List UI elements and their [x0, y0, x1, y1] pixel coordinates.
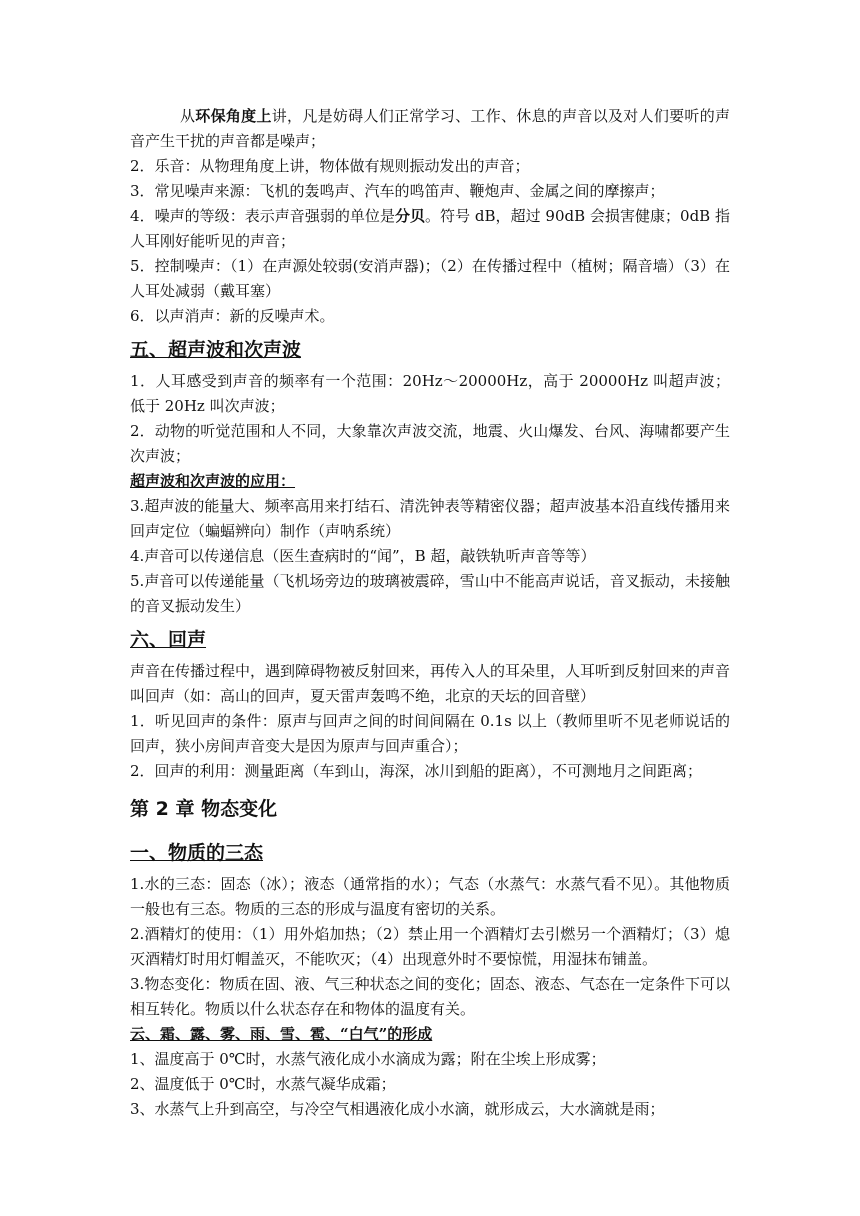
section-heading-echo: 六、回声: [130, 629, 207, 651]
section-heading-three-states: 一、物质的三态: [130, 842, 264, 864]
paragraph-animal-hearing: 2．动物的听觉范围和人不同，大象靠次声波交流，地震、火山爆发、台风、海啸都要产生次声波；: [130, 422, 730, 465]
paragraph-sound-information: 4.声音可以传递信息（医生查病时的“闻”，B 超，敲铁轨听声音等等）: [130, 547, 596, 565]
paragraph-cloud-rain: 3、水蒸气上升到高空，与冷空气相遇液化成小水滴，就形成云，大水滴就是雨；: [130, 1100, 665, 1118]
section-heading-ultrasound: 五、超声波和次声波: [130, 339, 302, 361]
bold-term-decibel: 分贝: [394, 207, 426, 225]
paragraph-noise-definition: [130, 104, 730, 154]
chapter-heading: 第 2 章 物态变化: [130, 798, 278, 820]
paragraph-frost: 2、温度低于 0℃时，水蒸气凝华成霜；: [130, 1075, 396, 1093]
document-body: [130, 104, 730, 1122]
paragraph-water-states: 1.水的三态：固态（冰）；液态（通常指的水）；气态（水蒸气：水蒸气看不见）。其他物质一般也有三态。物质的三态的形成与温度有密切的关系。: [130, 875, 730, 918]
paragraph-dew-fog: 1、温度高于 0℃时，水蒸气液化成小水滴成为露；附在尘埃上形成雾；: [130, 1050, 606, 1068]
subheading-weather-formation: 云、霜、露、雾、雨、雪、雹、“白气”的形成: [130, 1025, 433, 1043]
paragraph-frequency-range: 1．人耳感受到声音的频率有一个范围：20Hz～20000Hz，高于 20000Hz 叫超声波；低于 20Hz 叫次声波；: [130, 372, 730, 415]
paragraph-noise-level: [130, 204, 730, 254]
text-run: 从: [180, 107, 196, 125]
paragraph-echo-condition: 1．听见回声的条件：原声与回声之间的时间间隔在 0.1s 以上（教师里听不见老师说话的回声，狭小房间声音变大是因为原声与回声重合）；: [130, 712, 730, 755]
paragraph-echo-definition: 声音在传播过程中，遇到障碍物被反射回来，再传入人的耳朵里，人耳听到反射回来的声音叫回声（如：高山的回声，夏天雷声轰鸣不绝，北京的天坛的回音壁）: [130, 662, 731, 705]
bold-term-environment: 环保角度上: [195, 107, 272, 125]
text-run: 讲，凡是妨碍人们正常学习、工作、休息的声音以及对人们要听的声音产生干扰的声音都是噪声；: [130, 107, 730, 150]
paragraph-noise-sources: 3．常见噪声来源：飞机的轰鸣声、汽车的鸣笛声、鞭炮声、金属之间的摩擦声；: [130, 182, 665, 200]
paragraph-ultrasound-energy: 3.超声波的能量大、频率高用来打结石、清洗钟表等精密仪器；超声波基本沿直线传播用来回声定位（蝙蝠辨向）制作（声呐系统）: [130, 497, 730, 540]
paragraph-anti-noise: 6．以声消声：新的反噪声术。: [130, 307, 335, 325]
paragraph-alcohol-lamp: 2.酒精灯的使用：（1）用外焰加热；（2）禁止用一个酒精灯去引燃另一个酒精灯；（3）熄灭酒精灯时用灯帽盖灭，不能吹灭；（4）出现意外时不要惊慌，用湿抹布铺盖。: [130, 925, 730, 968]
text-run: 。符号 dB，超过 90dB 会损害健康；0dB 指人耳刚好能听见的声音；: [130, 207, 730, 250]
text-run: 4．噪声的等级：表示声音强弱的单位是: [130, 207, 395, 225]
subheading-ultrasound-applications: 超声波和次声波的应用：: [130, 472, 296, 490]
paragraph-sound-energy: 5.声音可以传递能量（飞机场旁边的玻璃被震碎，雪山中不能高声说话，音叉振动，未接触的音叉振动发生）: [130, 572, 730, 615]
paragraph-musical-sound: 2．乐音：从物理角度上讲，物体做有规则振动发出的声音；: [130, 157, 530, 175]
paragraph-echo-usage: 2．回声的利用：测量距离（车到山，海深，冰川到船的距离），不可测地月之间距离；: [130, 762, 703, 780]
paragraph-state-change: 3.物态变化：物质在固、液、气三种状态之间的变化；固态、液态、气态在一定条件下可以相互转化。物质以什么状态存在和物体的温度有关。: [130, 975, 730, 1018]
paragraph-noise-control: 5．控制噪声：（1）在声源处较弱(安消声器)；（2）在传播过程中（植树；隔音墙）（3）在人耳处减弱（戴耳塞）: [130, 257, 730, 300]
